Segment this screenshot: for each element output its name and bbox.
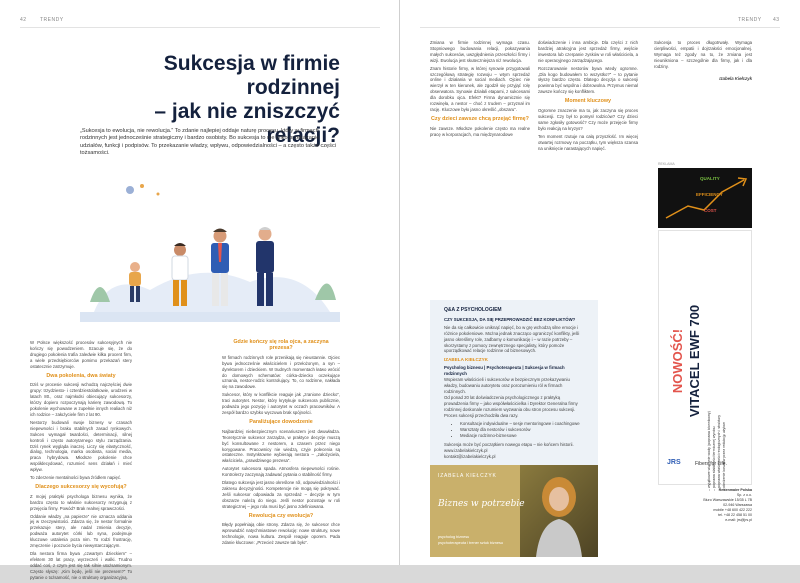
address-line: Biuro Warszawskie 15/35 L 7B <box>703 498 752 502</box>
expert-role: Psycholog biznesu | Psychoterapeuta | Sukcesja w firmach rodzinnych <box>444 365 565 377</box>
phone: tel. +48 22 458 51 00 <box>718 513 752 517</box>
paragraph: Sukcesor, który w konflikcie reaguje jak „zranione dziecko”, traci autorytet. Nestor, który krytykuje sukcesora publicznie, podważa jego pozycję i autorytet w oczach pracowników. A zespół bardzo szybko wyczuwa brak spójności. <box>222 392 340 415</box>
paragraph: W firmach rodzinnych role przenikają się nieustannie. Ojciec bywa jednocześnie właścicielem i przełożonym, a syn – dyrektorem i dzieckiem. W trudnych momentach łatwo wrócić do domowych schematów: córka-dziecko oczekujące uznania, nestor-rodzic kontrolujący. To, co rodzinne, nakłada się na zawodowe. <box>222 354 340 390</box>
ad-new-label: NOWOŚĆ! <box>670 328 685 394</box>
paragraph: Autorytet sukcesora spada. Atmosfera niepewności rośnie. Kontrolerzy zaczynają zadawać pytania o stabilność firmy. <box>222 466 340 478</box>
paragraph: Nestorzy budowali swoje biznesy w czasach niepewności i braku stabilnych zasad rynkowych. Sukces wymagał twardości, determinacji, silnej kontroli i często autorytarnego stylu zarządzania. Dziś rynek wygląda inaczej. Liczy się elastyczność, dialog, technologia, marka osobista, social media, praca hybrydowa. Młodsze pokolenie chce współdecydować, rozumieć sens działań i mieć wpływ. <box>30 419 132 473</box>
author-signature: Izabela Kiełczyk <box>719 75 752 81</box>
ad-feature: – obniżenie kosztów przez redukcję użyłow <box>722 422 726 491</box>
paragraph: Oddanie władzy „na papierze” nie oznacza oddania jej w rzeczywistości. Zdarza się, że nestor formalnie przekazuje stery, ale nadal zmienia decyzje, podważa autorytet córki lub syna, podejmuje kluczowe ustalenia poza nim. To rodzi frustrację, zmęczenie i poczucie bycia niewystarczającym. <box>30 513 132 549</box>
paragraph: Błędy popełniają obie strony. Zdarza się, że sukcesor chce wprowadzić natychmiastowe rewolucję: nowe struktury, nowe technologie, nowa kultura. Zespół reaguje oporem. Pada zdanie kluczowe: „Przecież zawsze tak było”. <box>222 522 340 546</box>
section-label: TRENDY <box>40 17 64 23</box>
header-rule <box>420 27 780 28</box>
paragraph: Znam historie firmy, w której synowie przygotowali szczegółową strategię rozwoju – wtym sprzedaż online i działania w social mediach. Ojciec nie wierzył w ten kierunek, ale zgodził się przyjąć rolę obserwatora. Synowie działali etapami, z sukcesami dla dorobku ojca. Efekt? Firma dynamicznie się rozwinęła, a nestor – choć z trudem – przyznał im rację. Kluczowe było jasno określić „obszaru”. <box>430 65 530 112</box>
paragraph: doświadczenie i inna ambicje. Dla części z nich bardziej atrakcyjna jest sprzedaż firmy, wejście inwestora lub czerpanie zysków w roli właściciela, a nie operacyjnego zarządzającego. <box>538 40 638 63</box>
paragraph: Z mojej praktyki psychologa biznesu wynika, że bardzo często to właśnie sukcesorzy rezygnują z przejęcia firmy. Powód? Brak realnej sprawczości. <box>30 493 132 511</box>
paragraph: Ten moment rzutuje na całą przyszłość. Im więcej otwartej rozmowy na początku, tym większa szansa na uniknięcie narastających napięć. <box>538 133 638 151</box>
qa-answer: Nie da się całkowicie uniknąć napięć, bo w grę wchodzą silne emocje i różnice pokoleniowe. Można jednak znacząco ograniczyć konflikty, jeśli jasno określimy role, zadbamy o komunikację i – w razie potrzeby – skorzystamy z pomocy zewnętrznego specjalisty, który pomoże uporządkować relacje rodzinne od biznesowych. <box>444 324 580 354</box>
paragraph: Dlatego sukcesja jest jasno określone ról, odpowiedzialności i zakresu decyzyjności. Kompetencje nie mogą się pokrywać. Jeśli sukcesor odpowiada za sprzedaż – decyzje w tym obszarze należą do niego. Jeśli nestor pozostaje w roli strategicznej – jego rola musi być jasno zdefiniowana. <box>222 480 340 509</box>
list-item: • Mediacje rodzinno-biznesowe <box>460 433 584 439</box>
ad-feature: – poprawa właściwości reologicznych i struktury <box>717 414 721 491</box>
qa-heading: Q&A Z PSYCHOLOGIEM <box>444 307 502 313</box>
expert-name: IZABELA KIEŁCZYK <box>444 357 488 363</box>
ad-slogan: Fibers for Life. <box>695 461 727 467</box>
subheading: Gdzie kończy się rola ojca, a zaczyna prezesa? <box>233 339 329 351</box>
paragraph: Ogromne znaczenie ma to, jak zaczyna się proces sukcesji. Czy był to pomysł rodziców? Czy dzieci same zgłosiły gotowość? Czy może przejęcie firmy było reakcją na kryzys? <box>538 108 638 131</box>
expert-bio: Od ponad 20 lat doświadczenia psychologicznego z praktyką prowadzenia firmy – jako współwłaścicielka i Dyrektor Generalna firmy rodzinnej doskonale rozumiem wyzwania obu stron procesu sukcesji. Proces sukcesji przechodziła dwa razy. <box>444 394 578 418</box>
ad-product-name: VITACEL EWF 700 <box>687 304 702 418</box>
ad-contact <box>658 488 752 554</box>
left-page <box>0 0 400 580</box>
title-line-1: Sukcesja w firmie rodzinnej <box>163 52 340 99</box>
ad-banner <box>658 168 752 228</box>
subheading: Moment kluczowy <box>564 98 612 105</box>
page-number: 43 <box>773 17 780 23</box>
ad-word: COST <box>704 208 717 213</box>
list-item: • Warsztaty dla nestorów i sukcesorów <box>460 427 584 433</box>
subheading: Dlaczego sukcesorzy się wycofują? <box>35 483 127 490</box>
photo-line-2: psychoterapeuta i trener sztuk biznesu <box>438 541 504 545</box>
photo-script: Biznes w potrzebie <box>438 499 525 509</box>
left-column-1 <box>30 340 132 583</box>
subheading: Paraliżujące dowodzenie <box>249 418 313 425</box>
right-page <box>400 0 800 565</box>
paragraph: Nie zawsze. Młodsze pokolenie często ma realne pracę w korporacjach, ma międzynarodowe <box>430 125 530 137</box>
section-label: TRENDY <box>738 17 762 23</box>
paragraph: Dla nestora firma bywa „czwartym dzieckiem” – efektem 30 lat pracy, wyrzeczeń i walki. Trudno oddać coś, z czym jest się tak silnie utożsamionym. Często słyszę: „Kim będę, jeśli nie prezesem?” To pytanie o tożsamość, nie o strukturę organizacyjną. <box>30 551 132 580</box>
right-column-2 <box>538 40 638 153</box>
left-column-2 <box>222 340 340 548</box>
website-link[interactable]: www.izabelakielczyk.pl <box>444 448 488 454</box>
subheading: Dwa pokolenia, dwa światy <box>46 372 116 379</box>
phone: mobile +48 600 422 222 <box>713 508 752 512</box>
paragraph: Dziś w procesie sukcesji wchodzą najczęściej dwie grupy: trzydziesto- i czterdziestolatkowie, urodzeni w latach 80., oraz najmłodsi obiecujący sukcesorzy, którzy dopiero rozpoczynają karierę zawodową. To pokolenie wychowane w zupełnie innych realiach niż ich rodzice – założyciele firm z lat 90. <box>30 382 132 417</box>
paragraph: To zderzenie mentalności bywa źródłem napięć. <box>30 475 122 481</box>
ad-photo <box>430 465 598 557</box>
ad-word: EFFICIENCY <box>696 192 723 197</box>
email-link[interactable]: kontakt@izabelakielczyk.pl <box>444 453 496 459</box>
company-type: Sp. z o.o. <box>736 493 752 497</box>
address-line: 02-946 Warszawa <box>723 503 752 507</box>
ad-feature: – wyjątkowe wiązanie wody (poprawa błonnikowy) <box>707 411 711 491</box>
ad-rotated-title <box>669 231 709 491</box>
title-line-2: – jak nie zniszczyć relacji? <box>154 100 340 147</box>
photo-brand: IZABELA KIEŁCZYK <box>438 473 497 479</box>
paragraph: Zmiana w firmie rodzinnej wymaga czasu. Stopniowego budowania relacji, pokazywania małych sukcesów, uwzględnienia przeszłości firmy i wizji. Ewolucja jest skuteczniejsza niż rewolucja. <box>430 40 530 63</box>
paragraph: Najbardziej niebezpiecznym scenariuszem jest dwuwładza. Teoretycznie sukcesor zarządza, w praktyce decyzje muszą być konsultowane z nestorem, a czasem przez niego korygowane. Pracownicy nie wiedzą, czyje polecenia są ostateczne. Instynktowne wybierają nestora – „założyciela, właściciela, „prawdziwego prezesa”. <box>222 428 340 464</box>
subheading: Czy dzieci zawsze chcą przejąć firmę? <box>431 115 529 122</box>
qa-box <box>430 300 598 468</box>
portrait-icon <box>528 471 590 557</box>
subheading: Rewolucja czy ewolucja? <box>248 512 314 519</box>
ad-feature: – poprawa stabilności termicznej wyrobu <box>712 426 716 491</box>
list-item: • Konsultacje indywidualne – sesje mentoringowe i coachingowe <box>460 421 584 427</box>
closing-column <box>654 40 752 81</box>
ad-tag: REKLAMA <box>658 162 675 166</box>
header-rule <box>20 27 380 28</box>
qa-question: CZY SUKCESJA, DA SIĘ PRZEPROWADZIĆ BEZ KONFLIKTÓW? <box>444 316 576 322</box>
services-list <box>460 421 584 439</box>
family-illustration <box>80 172 340 322</box>
qa-closing: Sukcesja może być początkiem nowego etapu – nie końcem historii. <box>444 442 574 448</box>
ad-features <box>707 231 747 491</box>
photo-line-1: psycholog biznesu <box>438 535 470 539</box>
jrs-logo: JRS <box>667 459 681 466</box>
expert-bio: Wspieram właścicieli i sukcesorów w bezpiecznym przekazywaniu władzy, budowaniu autorytetu oraz porozumieniu ról w firmach rodzinnych. <box>444 377 570 394</box>
right-column-1 <box>430 40 530 140</box>
closing-paragraph: Sukcesja to proces długotrwały. Wymaga cierpliwości, empatii i dojrzałości emocjonalnej. Wymaga też zgody na to, że zmiana jest nieunikniona – szczególnie dla firmy, jak i dla rodziny. <box>654 40 752 69</box>
email[interactable]: e-mail: jrs@jrs.pl <box>725 518 752 522</box>
article-lead: „Sukcesja to ewolucja, nie rewolucja.” To zdanie najlepiej oddaje naturę procesu, który w firmach rodzinnych jest jednocześnie strategiczny i bardzo osobisty. Bo sukcesja to nie tylko przekazanie udziałów, funkcji i podpisów. To przekazanie władzy, wpływu, odpowiedzialności – a często także części tożsamości. <box>80 128 336 157</box>
company-name: Rettenmaier Polska <box>718 488 752 492</box>
ad-word: QUALITY <box>700 176 720 181</box>
page-number: 42 <box>20 17 27 23</box>
paragraph: W Polsce większość procesów sukcesyjnych nie kończy się powodzeniem. Szacuje się, że do drugiego pokolenia trafia zaledwie kilka procent firm, a wiele przedsiębiorców pomimo przekazań stery ostatecznie zatrzymuje. <box>30 340 132 369</box>
paragraph: Rozczarowanie nestorów bywa wtedy ogromne. „Dla kogo budowałem to wszystko?” – to pytanie słyszę bardzo często. Dlatego decyzja o sukcesji powinna być wspólna i dobrowolna. Przymus niemal zawsze kończy się konfliktem. <box>538 65 638 95</box>
